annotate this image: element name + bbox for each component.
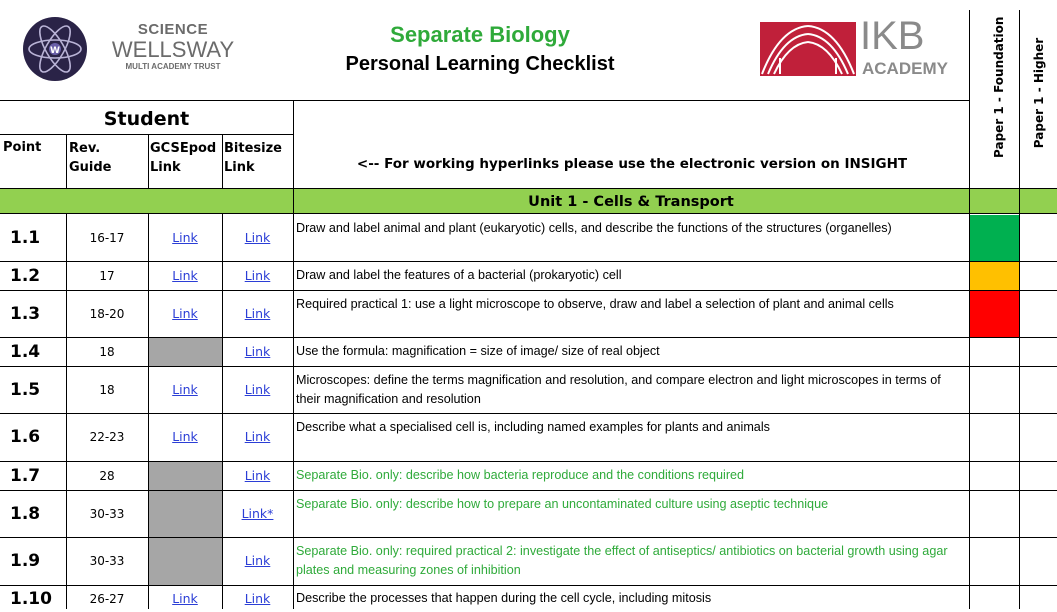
col-paper1-higher: Paper 1 - Higher (1032, 37, 1046, 149)
col-point: Point (3, 140, 42, 155)
col-gcsepod: GCSEpod Link (150, 141, 217, 175)
rag-higher-cell[interactable] (1020, 338, 1057, 366)
row-point: 1.6 (10, 427, 41, 447)
grid-line (0, 413, 1057, 414)
page-subtitle: Personal Learning Checklist (345, 53, 615, 75)
rag-foundation-cell[interactable] (970, 491, 1019, 537)
rag-status-amber[interactable] (970, 262, 1019, 290)
row-point: 1.4 (10, 341, 41, 362)
gcsepod-empty-cell (148, 337, 222, 366)
row-description: Draw and label animal and plant (eukaryotic) cells, and describe the functions of the structures (organelles) (296, 220, 892, 235)
rag-higher-cell[interactable] (1020, 414, 1057, 461)
bitesize-link[interactable]: Link (244, 553, 271, 568)
col-paper1-foundation: Paper 1 - Foundation (992, 16, 1006, 158)
svg-text:W: W (50, 46, 60, 56)
grid-line (148, 213, 149, 609)
col-rev-guide: Rev. Guide (69, 141, 112, 175)
wellsway-logo (20, 14, 90, 84)
row-rev-guide: 16-17 (89, 230, 125, 245)
row-rev-guide: 30-33 (89, 554, 125, 568)
rag-foundation-cell[interactable] (970, 338, 1019, 366)
row-description: Separate Bio. only: describe how bacteria reproduce and the conditions required (296, 468, 745, 482)
row-description: Use the formula: magnification = size of image/ size of real object (296, 344, 660, 358)
grid-line (0, 290, 1057, 291)
rag-foundation-cell[interactable] (970, 586, 1019, 612)
atom-emblem-icon (20, 14, 90, 84)
row-rev-guide: 28 (99, 468, 115, 483)
grid-line (66, 213, 67, 609)
grid-line (222, 213, 223, 609)
bitesize-link[interactable]: Link (244, 229, 271, 245)
grid-line (293, 100, 294, 609)
row-rev-guide: 18 (99, 344, 115, 359)
gcsepod-link[interactable]: Link (172, 305, 198, 321)
row-description: Separate Bio. only: required practical 2: investigate the effect of antiseptics/ antibiotics on bacterial growth using agar plates and measuring zones of inhibition (296, 544, 948, 577)
grid-line (969, 10, 970, 609)
rag-foundation-cell[interactable] (970, 462, 1019, 490)
gcsepod-empty-cell (148, 461, 222, 490)
gcsepod-link[interactable]: Link (172, 381, 198, 397)
org-line2: WELLSWAY (111, 37, 235, 62)
gcsepod-link[interactable]: Link (172, 267, 198, 283)
rag-status-green[interactable] (970, 215, 1019, 261)
org-line1: SCIENCE (137, 21, 209, 38)
org-line3: MULTI ACADEMY TRUST (125, 62, 221, 71)
bitesize-link[interactable]: Link (244, 467, 271, 483)
bitesize-link[interactable]: Link (244, 267, 271, 283)
grid-line (0, 337, 1057, 338)
grid-line (0, 213, 1057, 214)
bitesize-link[interactable]: Link* (241, 505, 274, 521)
hyperlink-note: <-- For working hyperlinks please use the electronic version on INSIGHT (356, 156, 908, 172)
gcsepod-link[interactable]: Link (172, 590, 198, 606)
gcsepod-link[interactable]: Link (172, 229, 198, 245)
rag-higher-cell[interactable] (1020, 367, 1057, 413)
grid-line (0, 461, 1057, 462)
row-point: 1.10 (10, 588, 52, 609)
rag-higher-cell[interactable] (1020, 462, 1057, 490)
row-rev-guide: 30-33 (89, 506, 125, 521)
bitesize-link[interactable]: Link (244, 381, 271, 397)
row-point: 1.3 (10, 303, 41, 324)
rag-higher-cell[interactable] (1020, 491, 1057, 537)
row-rev-guide: 26-27 (89, 591, 125, 606)
col-bitesize: Bitesize Link (224, 141, 282, 175)
row-point: 1.1 (10, 227, 41, 248)
bitesize-link[interactable]: Link (244, 343, 271, 359)
grid-line (0, 261, 1057, 262)
grid-line (66, 134, 67, 188)
grid-line (148, 134, 149, 188)
row-point: 1.7 (10, 465, 41, 486)
ikb-sub: ACADEMY (862, 59, 948, 78)
grid-line (0, 366, 1057, 367)
rag-higher-cell[interactable] (1020, 291, 1057, 337)
ikb-text: IKB (860, 14, 925, 58)
row-rev-guide: 22-23 (89, 430, 125, 444)
grid-line (0, 188, 1057, 189)
grid-line (0, 585, 1057, 586)
bitesize-link[interactable]: Link (244, 590, 271, 606)
rag-status-red[interactable] (970, 291, 1019, 337)
row-description: Describe what a specialised cell is, including named examples for plants and animals (296, 420, 770, 434)
rag-foundation-cell[interactable] (970, 414, 1019, 461)
gcsepod-empty-cell (148, 490, 222, 537)
row-point: 1.9 (10, 551, 41, 571)
rag-higher-cell[interactable] (1020, 262, 1057, 290)
ikb-arches-icon (760, 18, 856, 76)
row-rev-guide: 17 (99, 268, 115, 283)
rag-higher-cell[interactable] (1020, 586, 1057, 612)
row-point: 1.2 (10, 265, 41, 286)
unit-title: Unit 1 - Cells & Transport (528, 194, 734, 210)
rag-higher-cell[interactable] (1020, 215, 1057, 261)
grid-line (1019, 10, 1020, 609)
gcsepod-link[interactable]: Link (172, 429, 198, 444)
bitesize-link[interactable]: Link (244, 305, 271, 321)
bitesize-link[interactable]: Link (244, 429, 271, 444)
row-rev-guide: 18-20 (89, 306, 125, 321)
row-point: 1.8 (10, 503, 41, 524)
row-description: Microscopes: define the terms magnification and resolution, and compare electron and light microscopes in terms of their magnification and resolution (296, 372, 941, 406)
ikb-academy-logo (760, 14, 960, 82)
row-description: Separate Bio. only: describe how to prepare an uncontaminated culture using aseptic technique (296, 496, 829, 511)
gcsepod-empty-cell (148, 537, 222, 585)
row-rev-guide: 18 (99, 382, 115, 397)
rag-higher-cell[interactable] (1020, 538, 1057, 585)
row-description: Draw and label the features of a bacterial (prokaryotic) cell (296, 268, 622, 282)
rag-foundation-cell[interactable] (970, 538, 1019, 585)
row-description: Required practical 1: use a light microscope to observe, draw and label a selection of plant and animal cells (296, 296, 894, 311)
row-description: Describe the processes that happen during the cell cycle, including mitosis (296, 591, 712, 605)
grid-line (222, 134, 223, 188)
student-heading: Student (103, 108, 190, 130)
row-point: 1.5 (10, 379, 41, 400)
rag-foundation-cell[interactable] (970, 367, 1019, 413)
grid-line (0, 490, 1057, 491)
grid-line (0, 537, 1057, 538)
grid-line (0, 100, 969, 101)
grid-line (0, 134, 293, 135)
page-title: Separate Biology (390, 22, 570, 47)
